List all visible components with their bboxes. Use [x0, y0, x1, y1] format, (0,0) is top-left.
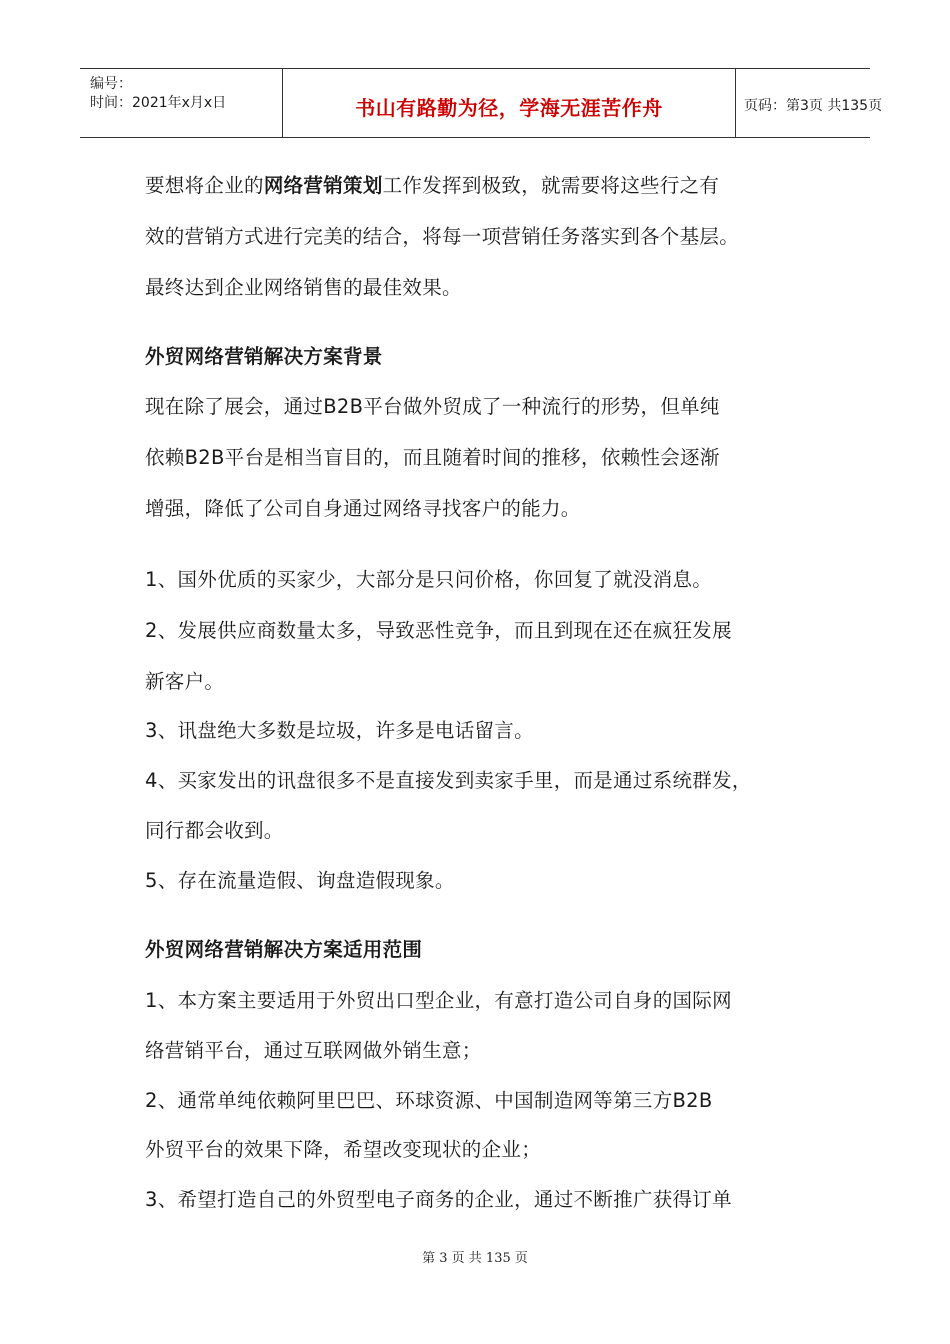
- list-item-continuation: 外贸平台的效果下降，希望改变现状的企业；: [145, 1138, 542, 1161]
- list-item: 5、存在流量造假、询盘造假现象。: [145, 869, 455, 892]
- section-heading-background: 外贸网络营销解决方案背景: [145, 345, 383, 368]
- paragraph-line: 增强，降低了公司自身通过网络寻找客户的能力。: [145, 497, 581, 520]
- intro-bold-term: 网络营销策划: [263, 174, 383, 197]
- list-item: 3、讯盘绝大多数是垃圾，许多是电话留言。: [145, 719, 534, 742]
- header-right-cell: [735, 69, 883, 137]
- intro-text: 要想将企业的: [145, 174, 264, 197]
- intro-line-2: 效的营销方式进行完美的结合，将每一项营销任务落实到各个基层。: [145, 225, 740, 248]
- intro-text: 工作发挥到极致，就需要将这些行之有: [382, 174, 720, 197]
- list-item: 4、买家发出的讯盘很多不是直接发到卖家手里，而是通过系统群发，: [145, 769, 752, 792]
- list-item: 2、发展供应商数量太多，导致恶性竞争，而且到现在还在疯狂发展: [145, 619, 732, 642]
- document-number-label: 编号：: [90, 76, 132, 92]
- section-heading-scope: 外贸网络营销解决方案适用范围: [145, 938, 423, 961]
- list-item: 2、通常单纯依赖阿里巴巴、环球资源、中国制造网等第三方B2B: [145, 1089, 713, 1112]
- intro-line-3: 最终达到企业网络销售的最佳效果。: [145, 276, 462, 299]
- list-item: 1、本方案主要适用于外贸出口型企业，有意打造公司自身的国际网: [145, 989, 732, 1012]
- list-item-continuation: 同行都会收到。: [145, 819, 284, 842]
- list-item-continuation: 新客户。: [145, 670, 225, 693]
- header-page-info: 页码：第3页 共135页: [744, 98, 883, 114]
- header-center-cell: [282, 69, 736, 137]
- document-date: 时间：2021年x月x日: [90, 95, 227, 111]
- header-motto: 书山有路勤为径，学海无涯苦作舟: [355, 96, 663, 120]
- header-left-cell: [80, 69, 282, 137]
- paragraph-line: 现在除了展会，通过B2B平台做外贸成了一种流行的形势，但单纯: [145, 395, 720, 418]
- list-item-continuation: 络营销平台，通过互联网做外销生意；: [145, 1039, 482, 1062]
- page-header-table: [80, 68, 883, 138]
- paragraph-line: 依赖B2B平台是相当盲目的，而且随着时间的推移，依赖性会逐渐: [145, 446, 720, 469]
- page-footer: 第 3 页 共 135 页: [422, 1251, 528, 1266]
- list-item: 3、希望打造自己的外贸型电子商务的企业，通过不断推广获得订单: [145, 1188, 732, 1211]
- intro-line-1: [145, 170, 719, 198]
- list-item: 1、国外优质的买家少，大部分是只问价格，你回复了就没消息。: [145, 568, 713, 591]
